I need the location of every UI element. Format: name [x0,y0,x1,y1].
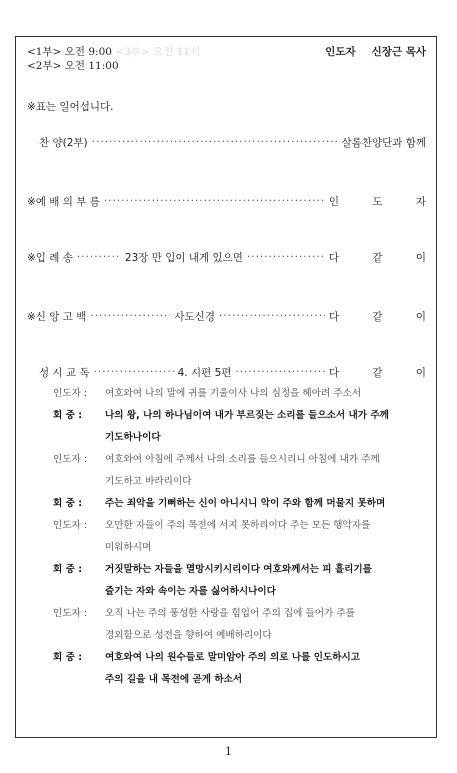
reading-line: 인도자 : 여호와여 아침에 주께서 나의 소리를 들으시리니 아침에 내가 주께 [53,454,380,465]
reading-line: 회 중 : 여호와여 나의 원수들로 말미암아 주의 의로 나를 인도하시고 [53,652,361,663]
leader-dots [92,136,338,148]
reading-line: 경외함으로 성전을 향하여 예배하리이다 [105,630,272,641]
reading-line: 주의 길을 내 목전에 곧게 하소서 [105,674,243,685]
order-name: ※신 앙 고 백 [27,310,87,323]
order-row-entrance-hymn [27,250,441,264]
responsive-reading [53,383,428,691]
leader-dots [77,251,121,263]
order-row-confession [27,309,441,323]
leader-dots [90,310,170,322]
order-middle: 사도신경 [174,310,215,323]
service-2-time: <2부> 오전 11:00 [27,60,119,72]
order-name: 성 시 교 독 [39,366,90,379]
order-right: 살롬찬양단과 함께 [341,136,426,149]
reading-line: 인도자 : 오만한 자들이 주의 목전에 서지 못하리이다 주는 모든 행악자를 [53,520,371,531]
order-name: ※입 례 송 [27,251,73,264]
standing-note: ※표는 일어섭니다. [27,101,114,113]
page-number: 1 [225,745,232,758]
reading-line: 기도하나이다 [105,432,161,443]
reading-line: 미워하시며 [105,542,152,553]
reading-line: 회 중 : 주는 죄악을 기뻐하는 신이 아니시니 악이 주와 함께 머물지 못하며 [53,498,386,509]
leader-dots [104,195,325,207]
service-1-time: <1부> 오전 9:00 [27,46,112,58]
service-3-time-faded: <3부> 오전 11시 [115,46,201,58]
leader-dots [219,310,325,322]
order-middle: 4. 시편 5편 [177,366,232,379]
order-right: 다 같 이 [328,366,441,379]
reading-line: 회 중 : 거짓말하는 자들을 멸망시키시리이다 여호와께서는 피 흘리기를 [53,564,372,575]
leader-role: 인도자 [325,46,356,58]
leader-dots [247,251,325,263]
service-times [27,45,200,73]
order-row-call-to-worship [27,194,441,208]
order-right: 인 도 자 [328,195,441,208]
order-middle: 23장 만 입이 내게 있으면 [124,251,243,264]
leader-name: 신장근 목사 [371,46,426,58]
reading-line: 즐기는 자와 속이는 자를 싫어하시나이다 [105,586,276,597]
bulletin-page [15,36,441,738]
order-name: 찬 양(2부) [39,136,88,149]
leader-info [325,45,426,59]
order-row-praise [27,135,426,149]
reading-line: 회 중 : 나의 왕, 나의 하나님이여 내가 부르짖는 소리를 들으소서 내가 주께 [53,410,389,421]
order-right: 다 같 이 [328,310,441,323]
reading-line: 기도하고 바라리이다 [105,476,192,487]
order-right: 다 같 이 [328,251,441,264]
leader-dots [94,366,174,378]
reading-line: 인도자 : 오직 나는 주의 풍성한 사랑을 힘입어 주의 집에 들어가 주를 [53,608,355,619]
order-name: ※예 배 의 부 름 [27,195,100,208]
order-row-responsive-reading [27,365,441,379]
leader-dots [235,366,324,378]
reading-line: 인도자 : 여호와여 나의 말에 귀를 기울이사 나의 심정을 헤아려 주소서 [53,388,362,399]
